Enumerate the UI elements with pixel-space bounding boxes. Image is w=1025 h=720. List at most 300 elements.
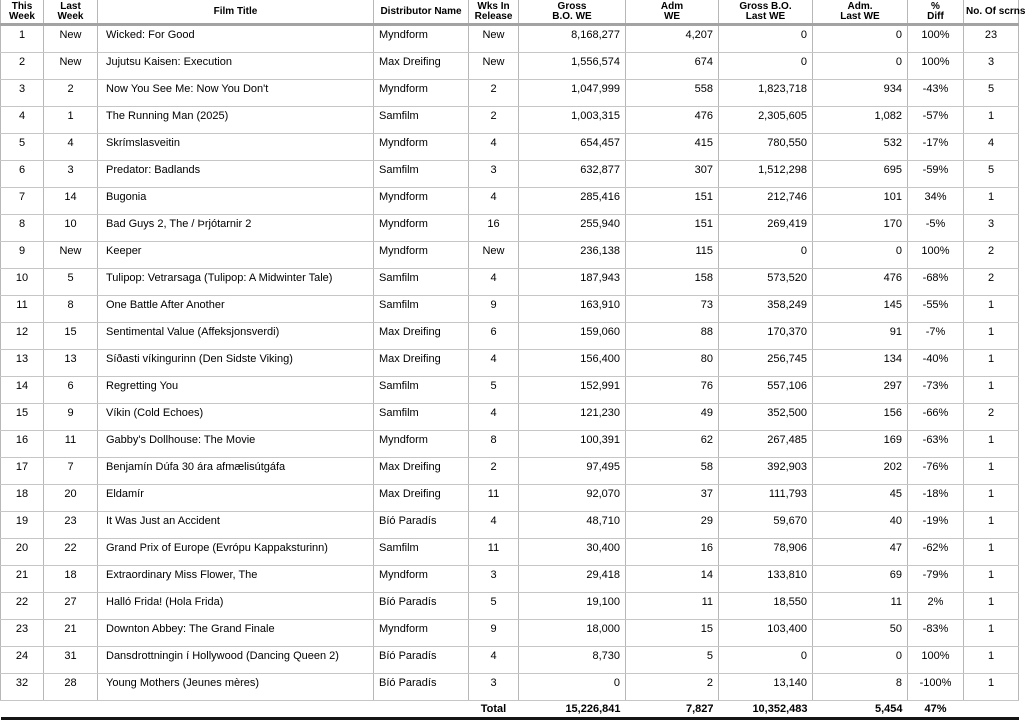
cell-wks-in-release: 5 (469, 377, 519, 404)
film-row (1, 107, 1019, 134)
cell-this-week: 21 (1, 566, 44, 593)
cell-adm-we: 4,207 (626, 25, 719, 53)
cell-adm-we: 16 (626, 539, 719, 566)
cell-no-of-scrns: 4 (964, 134, 1019, 161)
cell-pct-diff: -57% (908, 107, 964, 134)
cell-pct-diff: 100% (908, 25, 964, 53)
cell-film-title: Jujutsu Kaisen: Execution (98, 53, 374, 80)
cell-adm-we: 76 (626, 377, 719, 404)
cell-gross-bo-we: 163,910 (519, 296, 626, 323)
film-row (1, 512, 1019, 539)
cell-wks-in-release: 3 (469, 161, 519, 188)
cell-distributor-name: Bíó Paradís (374, 647, 469, 674)
cell-wks-in-release: New (469, 25, 519, 53)
cell-gross-bo-we: 632,877 (519, 161, 626, 188)
cell-gross-bo-last-we: 1,512,298 (719, 161, 813, 188)
cell-distributor-name: Bíó Paradís (374, 674, 469, 701)
film-row (1, 566, 1019, 593)
cell-film-title: Dansdrottningin í Hollywood (Dancing Queen 2) (98, 647, 374, 674)
cell-last-week: 15 (44, 323, 98, 350)
cell-gross-bo-last-we: 1,823,718 (719, 80, 813, 107)
cell-adm-last-we: 170 (813, 215, 908, 242)
cell-film-title: Young Mothers (Jeunes mères) (98, 674, 374, 701)
cell-pct-diff: 100% (908, 647, 964, 674)
cell-adm-last-we: 69 (813, 566, 908, 593)
total-spacer (1, 701, 44, 719)
cell-film-title: Sentimental Value (Affeksjonsverdi) (98, 323, 374, 350)
cell-pct-diff: 2% (908, 593, 964, 620)
cell-no-of-scrns: 1 (964, 296, 1019, 323)
cell-gross-bo-last-we: 78,906 (719, 539, 813, 566)
cell-adm-we: 307 (626, 161, 719, 188)
cell-distributor-name: Myndform (374, 620, 469, 647)
header-gross-bo-last-we: Gross B.O. Last WE (719, 0, 813, 25)
cell-gross-bo-we: 285,416 (519, 188, 626, 215)
cell-pct-diff: -83% (908, 620, 964, 647)
cell-distributor-name: Samfilm (374, 161, 469, 188)
cell-distributor-name: Max Dreifing (374, 323, 469, 350)
film-row (1, 188, 1019, 215)
cell-adm-last-we: 40 (813, 512, 908, 539)
cell-gross-bo-we: 100,391 (519, 431, 626, 458)
cell-adm-last-we: 8 (813, 674, 908, 701)
cell-no-of-scrns: 5 (964, 161, 1019, 188)
cell-gross-bo-last-we: 111,793 (719, 485, 813, 512)
cell-film-title: It Was Just an Accident (98, 512, 374, 539)
cell-adm-last-we: 47 (813, 539, 908, 566)
cell-adm-we: 73 (626, 296, 719, 323)
cell-adm-we: 88 (626, 323, 719, 350)
cell-this-week: 14 (1, 377, 44, 404)
cell-no-of-scrns: 5 (964, 80, 1019, 107)
film-row (1, 377, 1019, 404)
cell-gross-bo-we: 1,047,999 (519, 80, 626, 107)
cell-pct-diff: -19% (908, 512, 964, 539)
cell-adm-last-we: 202 (813, 458, 908, 485)
film-row (1, 593, 1019, 620)
cell-film-title: Regretting You (98, 377, 374, 404)
cell-pct-diff: -76% (908, 458, 964, 485)
cell-distributor-name: Samfilm (374, 269, 469, 296)
cell-wks-in-release: 4 (469, 512, 519, 539)
cell-wks-in-release: 11 (469, 485, 519, 512)
total-label: Total (469, 701, 519, 719)
cell-wks-in-release: 4 (469, 269, 519, 296)
cell-last-week: New (44, 53, 98, 80)
cell-adm-we: 151 (626, 215, 719, 242)
cell-this-week: 9 (1, 242, 44, 269)
header-row (1, 0, 1019, 25)
cell-no-of-scrns: 1 (964, 674, 1019, 701)
cell-gross-bo-we: 8,730 (519, 647, 626, 674)
cell-last-week: 23 (44, 512, 98, 539)
cell-gross-bo-we: 19,100 (519, 593, 626, 620)
cell-wks-in-release: 16 (469, 215, 519, 242)
cell-adm-we: 49 (626, 404, 719, 431)
cell-no-of-scrns: 2 (964, 242, 1019, 269)
cell-adm-we: 415 (626, 134, 719, 161)
cell-wks-in-release: 4 (469, 134, 519, 161)
cell-film-title: Extraordinary Miss Flower, The (98, 566, 374, 593)
cell-adm-last-we: 297 (813, 377, 908, 404)
cell-distributor-name: Samfilm (374, 296, 469, 323)
cell-film-title: Now You See Me: Now You Don't (98, 80, 374, 107)
cell-gross-bo-we: 121,230 (519, 404, 626, 431)
cell-last-week: 31 (44, 647, 98, 674)
film-row (1, 620, 1019, 647)
cell-pct-diff: -18% (908, 485, 964, 512)
film-row (1, 674, 1019, 701)
film-row (1, 80, 1019, 107)
cell-distributor-name: Max Dreifing (374, 53, 469, 80)
cell-wks-in-release: 9 (469, 296, 519, 323)
film-row (1, 296, 1019, 323)
cell-gross-bo-we: 97,495 (519, 458, 626, 485)
cell-pct-diff: -66% (908, 404, 964, 431)
cell-no-of-scrns: 3 (964, 215, 1019, 242)
cell-pct-diff: -63% (908, 431, 964, 458)
film-row (1, 242, 1019, 269)
cell-gross-bo-last-we: 0 (719, 647, 813, 674)
cell-gross-bo-last-we: 170,370 (719, 323, 813, 350)
cell-no-of-scrns: 1 (964, 431, 1019, 458)
cell-last-week: New (44, 25, 98, 53)
cell-film-title: One Battle After Another (98, 296, 374, 323)
cell-distributor-name: Max Dreifing (374, 350, 469, 377)
cell-adm-last-we: 50 (813, 620, 908, 647)
cell-pct-diff: 34% (908, 188, 964, 215)
cell-gross-bo-last-we: 103,400 (719, 620, 813, 647)
total-spacer (44, 701, 98, 719)
cell-pct-diff: -100% (908, 674, 964, 701)
cell-wks-in-release: New (469, 53, 519, 80)
total-gross-bo-last-we: 10,352,483 (719, 701, 813, 719)
cell-gross-bo-last-we: 392,903 (719, 458, 813, 485)
cell-gross-bo-last-we: 352,500 (719, 404, 813, 431)
cell-distributor-name: Bíó Paradís (374, 512, 469, 539)
cell-adm-we: 2 (626, 674, 719, 701)
cell-distributor-name: Myndform (374, 242, 469, 269)
cell-this-week: 11 (1, 296, 44, 323)
cell-wks-in-release: 2 (469, 107, 519, 134)
table-header (1, 0, 1025, 25)
header-adm-we: Adm WE (626, 0, 719, 25)
cell-adm-we: 11 (626, 593, 719, 620)
cell-this-week: 4 (1, 107, 44, 134)
cell-adm-we: 80 (626, 350, 719, 377)
cell-this-week: 17 (1, 458, 44, 485)
cell-this-week: 5 (1, 134, 44, 161)
cell-gross-bo-last-we: 13,140 (719, 674, 813, 701)
total-row (1, 701, 1019, 719)
film-row (1, 161, 1019, 188)
total-spacer (964, 701, 1019, 719)
cell-adm-last-we: 1,082 (813, 107, 908, 134)
cell-distributor-name: Samfilm (374, 539, 469, 566)
cell-wks-in-release: 5 (469, 593, 519, 620)
table-footer (1, 701, 1019, 719)
cell-this-week: 22 (1, 593, 44, 620)
cell-film-title: Benjamín Dúfa 30 ára afmælisútgáfa (98, 458, 374, 485)
film-row (1, 53, 1019, 80)
cell-no-of-scrns: 1 (964, 107, 1019, 134)
cell-gross-bo-last-we: 2,305,605 (719, 107, 813, 134)
cell-no-of-scrns: 1 (964, 647, 1019, 674)
cell-distributor-name: Samfilm (374, 107, 469, 134)
total-spacer (98, 701, 374, 719)
cell-gross-bo-we: 18,000 (519, 620, 626, 647)
cell-last-week: 13 (44, 350, 98, 377)
cell-adm-last-we: 532 (813, 134, 908, 161)
cell-last-week: 2 (44, 80, 98, 107)
cell-adm-last-we: 0 (813, 242, 908, 269)
header-last-week: Last Week (44, 0, 98, 25)
header-gross-bo-we: Gross B.O. WE (519, 0, 626, 25)
cell-adm-last-we: 0 (813, 25, 908, 53)
cell-film-title: Grand Prix of Europe (Evrópu Kappaksturinn) (98, 539, 374, 566)
cell-gross-bo-we: 8,168,277 (519, 25, 626, 53)
cell-adm-last-we: 134 (813, 350, 908, 377)
cell-adm-we: 14 (626, 566, 719, 593)
cell-gross-bo-last-we: 557,106 (719, 377, 813, 404)
cell-distributor-name: Myndform (374, 25, 469, 53)
cell-last-week: 10 (44, 215, 98, 242)
film-row (1, 404, 1019, 431)
cell-gross-bo-we: 92,070 (519, 485, 626, 512)
cell-adm-we: 476 (626, 107, 719, 134)
cell-this-week: 2 (1, 53, 44, 80)
cell-gross-bo-we: 654,457 (519, 134, 626, 161)
cell-this-week: 1 (1, 25, 44, 53)
cell-film-title: Síðasti víkingurinn (Den Sidste Viking) (98, 350, 374, 377)
film-row (1, 458, 1019, 485)
cell-last-week: 18 (44, 566, 98, 593)
film-row (1, 431, 1019, 458)
cell-no-of-scrns: 1 (964, 188, 1019, 215)
cell-pct-diff: 100% (908, 53, 964, 80)
cell-gross-bo-we: 255,940 (519, 215, 626, 242)
film-row (1, 323, 1019, 350)
film-row (1, 350, 1019, 377)
cell-gross-bo-we: 48,710 (519, 512, 626, 539)
cell-adm-we: 62 (626, 431, 719, 458)
cell-distributor-name: Max Dreifing (374, 458, 469, 485)
cell-adm-last-we: 101 (813, 188, 908, 215)
cell-gross-bo-last-we: 133,810 (719, 566, 813, 593)
film-row (1, 485, 1019, 512)
cell-wks-in-release: 4 (469, 188, 519, 215)
cell-last-week: 1 (44, 107, 98, 134)
cell-adm-we: 58 (626, 458, 719, 485)
cell-film-title: The Running Man (2025) (98, 107, 374, 134)
cell-last-week: 21 (44, 620, 98, 647)
cell-gross-bo-we: 1,003,315 (519, 107, 626, 134)
cell-no-of-scrns: 1 (964, 620, 1019, 647)
cell-this-week: 19 (1, 512, 44, 539)
cell-gross-bo-last-we: 0 (719, 242, 813, 269)
cell-gross-bo-last-we: 256,745 (719, 350, 813, 377)
cell-last-week: 4 (44, 134, 98, 161)
cell-pct-diff: -55% (908, 296, 964, 323)
cell-this-week: 18 (1, 485, 44, 512)
cell-distributor-name: Myndform (374, 80, 469, 107)
cell-adm-we: 15 (626, 620, 719, 647)
cell-pct-diff: -5% (908, 215, 964, 242)
cell-gross-bo-we: 236,138 (519, 242, 626, 269)
cell-adm-last-we: 145 (813, 296, 908, 323)
cell-last-week: 28 (44, 674, 98, 701)
cell-no-of-scrns: 3 (964, 53, 1019, 80)
cell-film-title: Gabby's Dollhouse: The Movie (98, 431, 374, 458)
cell-no-of-scrns: 2 (964, 404, 1019, 431)
cell-distributor-name: Samfilm (374, 404, 469, 431)
cell-adm-last-we: 695 (813, 161, 908, 188)
cell-adm-last-we: 169 (813, 431, 908, 458)
header-distributor-name: Distributor Name (374, 0, 469, 25)
cell-pct-diff: -43% (908, 80, 964, 107)
cell-pct-diff: -62% (908, 539, 964, 566)
cell-adm-last-we: 91 (813, 323, 908, 350)
header-no-of-scrns: No. Of scrns (964, 0, 1019, 25)
cell-adm-we: 115 (626, 242, 719, 269)
cell-pct-diff: -68% (908, 269, 964, 296)
cell-pct-diff: -79% (908, 566, 964, 593)
cell-gross-bo-we: 29,418 (519, 566, 626, 593)
cell-film-title: Eldamír (98, 485, 374, 512)
cell-gross-bo-last-we: 18,550 (719, 593, 813, 620)
film-row (1, 215, 1019, 242)
cell-adm-we: 151 (626, 188, 719, 215)
cell-this-week: 12 (1, 323, 44, 350)
cell-this-week: 20 (1, 539, 44, 566)
cell-adm-last-we: 156 (813, 404, 908, 431)
cell-adm-we: 37 (626, 485, 719, 512)
cell-wks-in-release: 3 (469, 566, 519, 593)
cell-no-of-scrns: 1 (964, 512, 1019, 539)
cell-adm-we: 674 (626, 53, 719, 80)
cell-adm-last-we: 45 (813, 485, 908, 512)
cell-wks-in-release: 4 (469, 404, 519, 431)
cell-gross-bo-we: 1,556,574 (519, 53, 626, 80)
cell-distributor-name: Myndform (374, 431, 469, 458)
cell-film-title: Víkin (Cold Echoes) (98, 404, 374, 431)
cell-pct-diff: -40% (908, 350, 964, 377)
cell-wks-in-release: 2 (469, 80, 519, 107)
total-gross-bo-we: 15,226,841 (519, 701, 626, 719)
cell-last-week: New (44, 242, 98, 269)
total-adm-last-we: 5,454 (813, 701, 908, 719)
cell-film-title: Predator: Badlands (98, 161, 374, 188)
cell-wks-in-release: 4 (469, 647, 519, 674)
cell-last-week: 9 (44, 404, 98, 431)
cell-last-week: 20 (44, 485, 98, 512)
cell-film-title: Bad Guys 2, The / Þrjótarnir 2 (98, 215, 374, 242)
cell-wks-in-release: 4 (469, 350, 519, 377)
cell-pct-diff: -17% (908, 134, 964, 161)
cell-gross-bo-we: 187,943 (519, 269, 626, 296)
film-row (1, 539, 1019, 566)
cell-adm-we: 5 (626, 647, 719, 674)
cell-distributor-name: Bíó Paradís (374, 593, 469, 620)
cell-film-title: Downton Abbey: The Grand Finale (98, 620, 374, 647)
cell-gross-bo-we: 152,991 (519, 377, 626, 404)
cell-pct-diff: -59% (908, 161, 964, 188)
cell-distributor-name: Myndform (374, 566, 469, 593)
cell-gross-bo-last-we: 0 (719, 25, 813, 53)
cell-no-of-scrns: 2 (964, 269, 1019, 296)
cell-gross-bo-last-we: 0 (719, 53, 813, 80)
cell-no-of-scrns: 1 (964, 323, 1019, 350)
header-wks-in-release: Wks In Release (469, 0, 519, 25)
cell-this-week: 7 (1, 188, 44, 215)
header-film-title: Film Title (98, 0, 374, 25)
cell-film-title: Bugonia (98, 188, 374, 215)
total-spacer (374, 701, 469, 719)
cell-wks-in-release: New (469, 242, 519, 269)
film-row (1, 647, 1019, 674)
cell-gross-bo-last-we: 267,485 (719, 431, 813, 458)
header-adm-last-we: Adm. Last WE (813, 0, 908, 25)
cell-gross-bo-last-we: 212,746 (719, 188, 813, 215)
cell-adm-last-we: 476 (813, 269, 908, 296)
cell-adm-we: 558 (626, 80, 719, 107)
cell-this-week: 23 (1, 620, 44, 647)
header-this-week: This Week (1, 0, 44, 25)
cell-film-title: Halló Frida! (Hola Frida) (98, 593, 374, 620)
cell-this-week: 24 (1, 647, 44, 674)
cell-no-of-scrns: 1 (964, 593, 1019, 620)
header-pct-diff: % Diff (908, 0, 964, 25)
cell-pct-diff: -73% (908, 377, 964, 404)
cell-last-week: 6 (44, 377, 98, 404)
cell-this-week: 16 (1, 431, 44, 458)
cell-this-week: 13 (1, 350, 44, 377)
cell-last-week: 22 (44, 539, 98, 566)
cell-wks-in-release: 3 (469, 674, 519, 701)
cell-this-week: 3 (1, 80, 44, 107)
cell-distributor-name: Samfilm (374, 377, 469, 404)
cell-wks-in-release: 9 (469, 620, 519, 647)
cell-no-of-scrns: 1 (964, 566, 1019, 593)
cell-adm-last-we: 0 (813, 647, 908, 674)
cell-this-week: 10 (1, 269, 44, 296)
cell-gross-bo-we: 156,400 (519, 350, 626, 377)
cell-adm-we: 158 (626, 269, 719, 296)
film-row (1, 25, 1019, 53)
cell-gross-bo-we: 159,060 (519, 323, 626, 350)
cell-wks-in-release: 6 (469, 323, 519, 350)
cell-distributor-name: Myndform (374, 134, 469, 161)
cell-film-title: Wicked: For Good (98, 25, 374, 53)
cell-no-of-scrns: 1 (964, 539, 1019, 566)
cell-gross-bo-last-we: 59,670 (719, 512, 813, 539)
cell-gross-bo-last-we: 358,249 (719, 296, 813, 323)
cell-wks-in-release: 8 (469, 431, 519, 458)
cell-film-title: Keeper (98, 242, 374, 269)
cell-last-week: 8 (44, 296, 98, 323)
cell-no-of-scrns: 1 (964, 350, 1019, 377)
film-row (1, 134, 1019, 161)
cell-no-of-scrns: 1 (964, 485, 1019, 512)
cell-no-of-scrns: 1 (964, 377, 1019, 404)
cell-pct-diff: -7% (908, 323, 964, 350)
cell-this-week: 15 (1, 404, 44, 431)
cell-adm-we: 29 (626, 512, 719, 539)
cell-gross-bo-we: 0 (519, 674, 626, 701)
table-body (1, 25, 1019, 701)
cell-no-of-scrns: 23 (964, 25, 1019, 53)
cell-wks-in-release: 11 (469, 539, 519, 566)
